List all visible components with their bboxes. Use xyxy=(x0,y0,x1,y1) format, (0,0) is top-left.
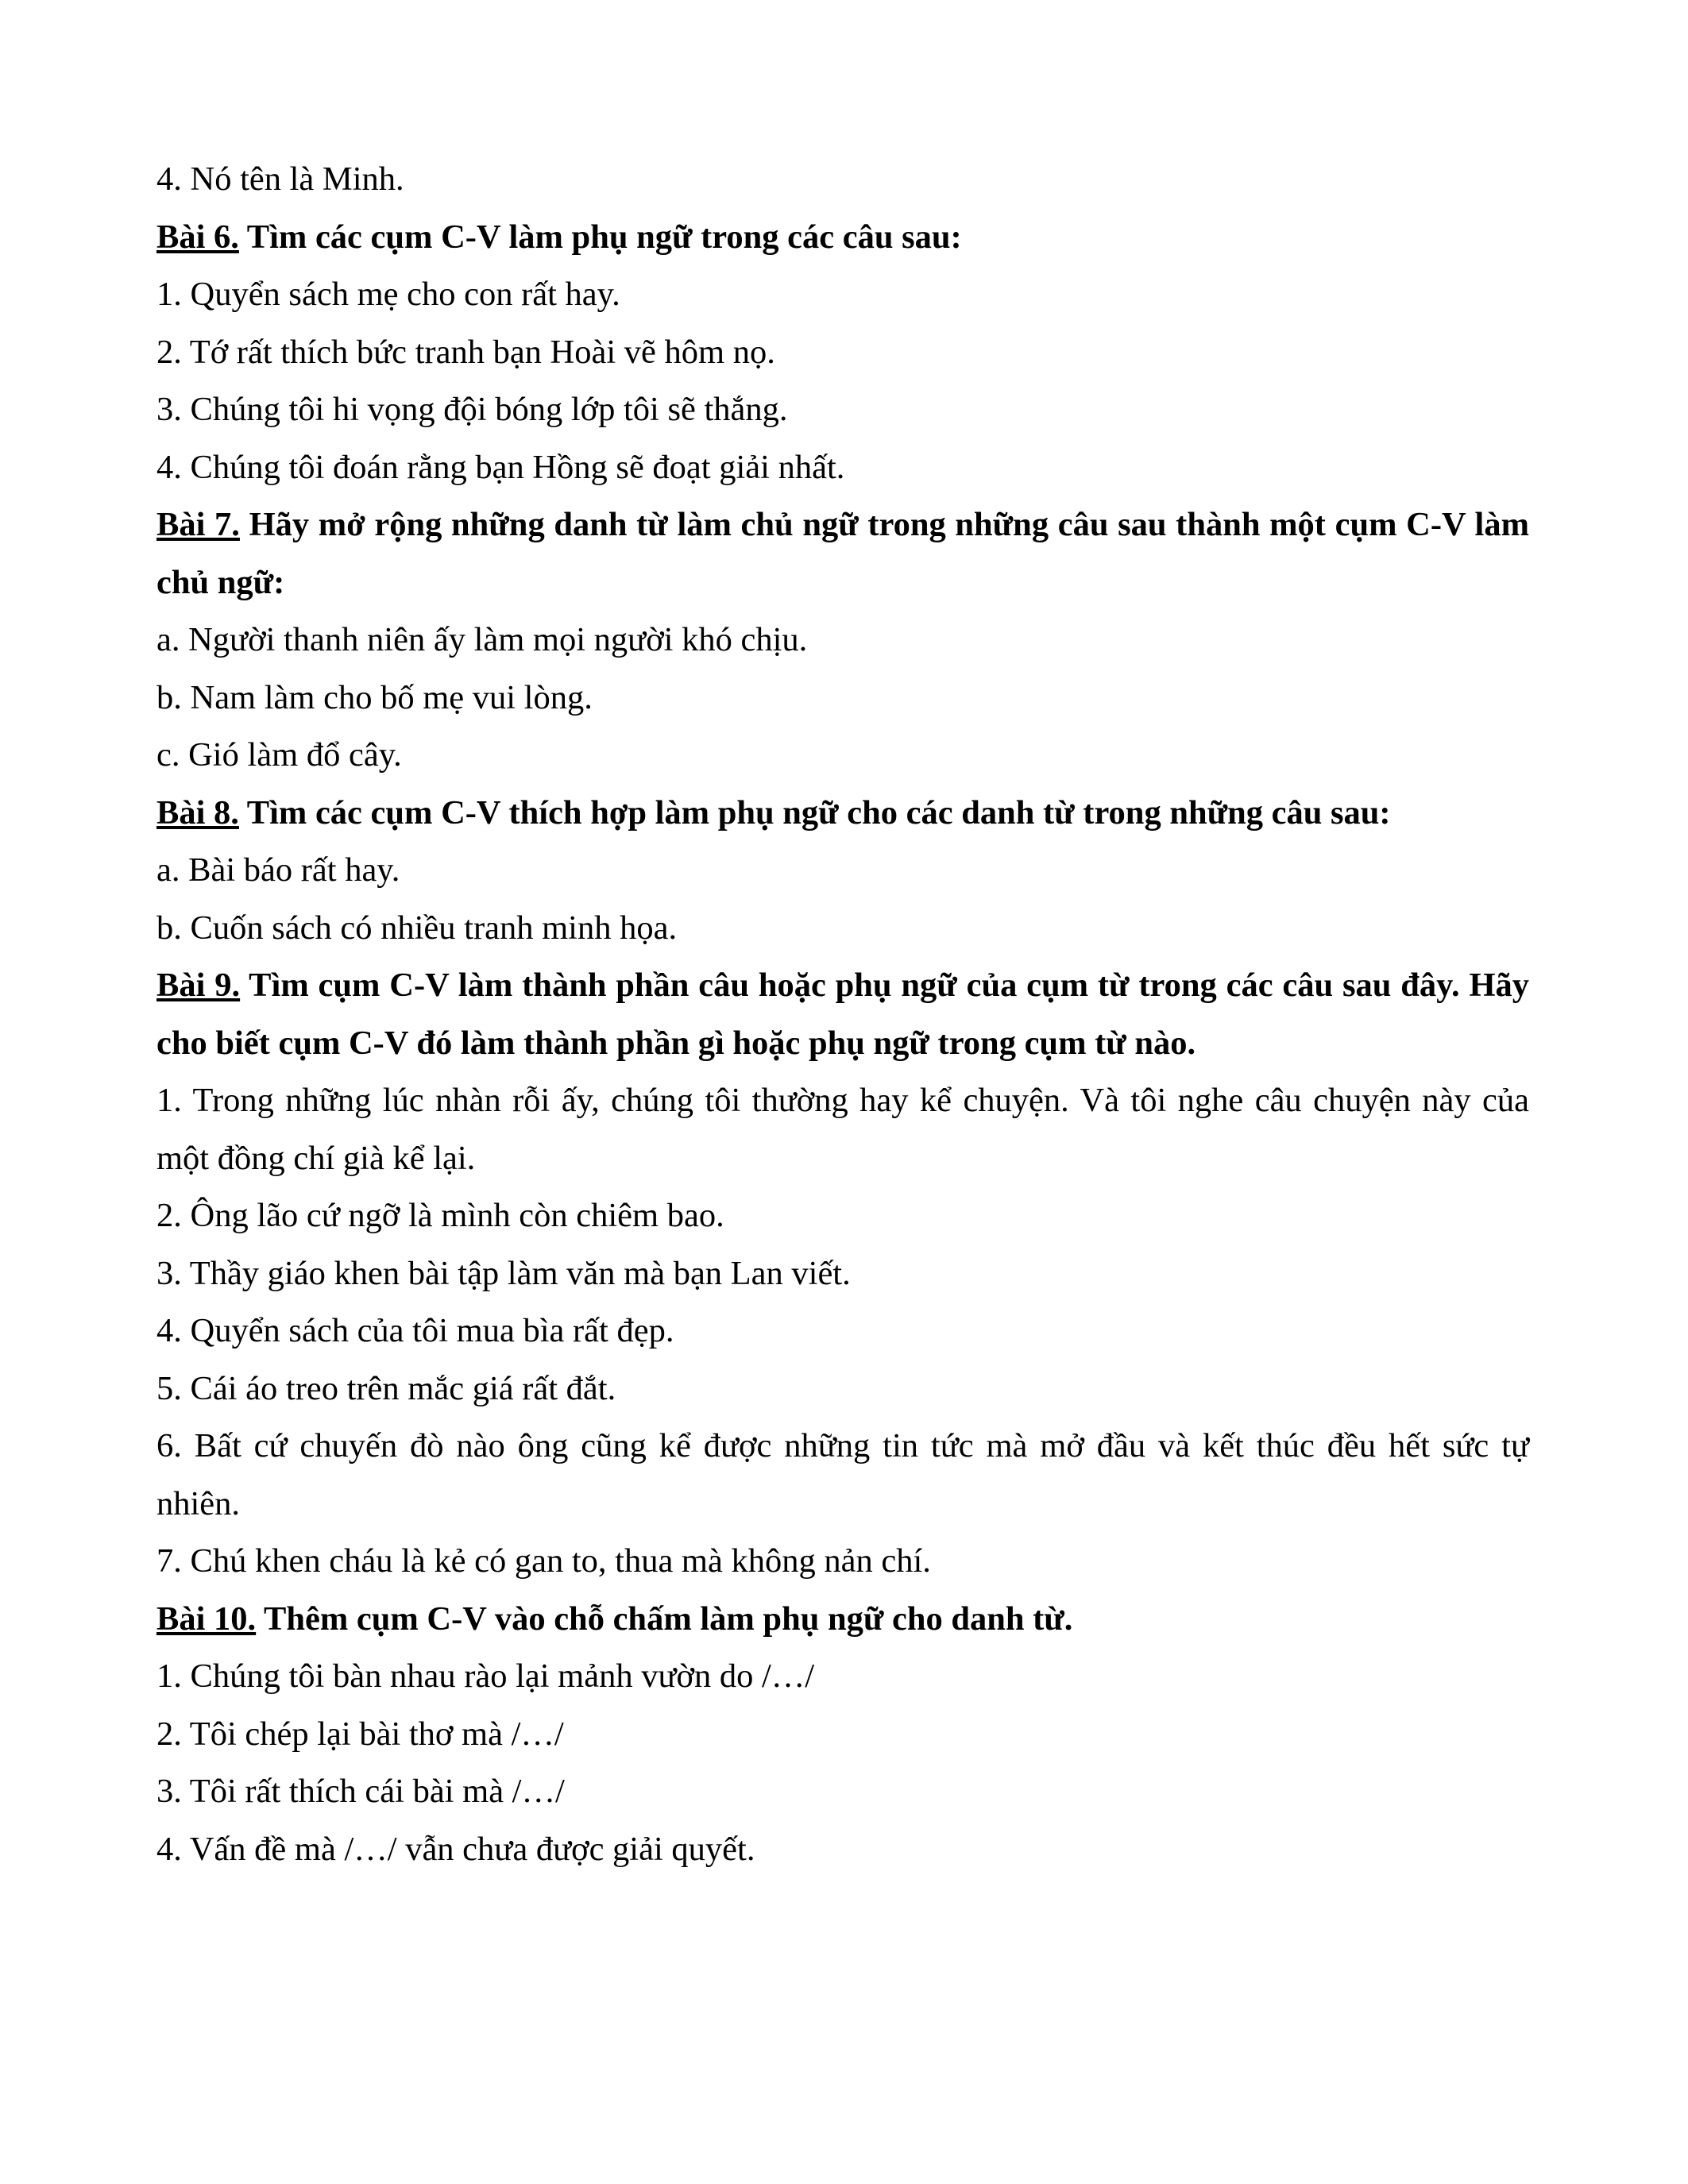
list-item: 1. Chúng tôi bàn nhau rào lại mảnh vườn do /…/ xyxy=(156,1657,815,1695)
list-item: 3. Thầy giáo khen bài tập làm văn mà bạn Lan viết. xyxy=(156,1254,851,1292)
exercise-title: Tìm các cụm C-V làm phụ ngữ trong các câu sau: xyxy=(246,218,962,256)
list-item: b. Cuốn sách có nhiều tranh minh họa. xyxy=(156,909,678,947)
exercise-10-heading xyxy=(156,1591,1529,1649)
exercise-label: Bài 8. xyxy=(156,793,239,832)
exercise-label: Bài 6. xyxy=(156,218,239,256)
exercise-title: Thêm cụm C-V vào chỗ chấm làm phụ ngữ cho danh từ. xyxy=(264,1599,1073,1638)
exercise-label: Bài 10. xyxy=(156,1599,257,1638)
document-page xyxy=(156,151,1529,1878)
list-item: 3. Tôi rất thích cái bài mà /…/ xyxy=(156,1773,565,1810)
list-item: b. Nam làm cho bố mẹ vui lòng. xyxy=(156,678,593,716)
list-item: 7. Chú khen cháu là kẻ có gan to, thua mà không nản chí. xyxy=(156,1542,931,1580)
list-item: 2. Ông lão cứ ngỡ là mình còn chiêm bao. xyxy=(156,1197,724,1234)
exercise-7-heading xyxy=(156,496,1529,612)
exercise-label: Bài 7. xyxy=(156,506,240,543)
list-item: 2. Tớ rất thích bức tranh bạn Hoài vẽ hôm nọ. xyxy=(156,333,775,371)
exercise-label: Bài 9. xyxy=(156,967,241,1004)
exercise-title: Tìm các cụm C-V thích hợp làm phụ ngữ cho các danh từ trong những câu sau: xyxy=(246,793,1391,832)
list-item: 4. Vấn đề mà /…/ vẫn chưa được giải quyết. xyxy=(156,1830,755,1868)
list-item: 4. Quyển sách của tôi mua bìa rất đẹp. xyxy=(156,1312,674,1349)
list-item: a. Người thanh niên ấy làm mọi người khó chịu. xyxy=(156,621,808,658)
exercise-9-heading xyxy=(156,957,1529,1072)
list-item: 6. Bất cứ chuyến đò nào ông cũng kể được những tin tức mà mở đầu và kết thúc đều hết sức tự nhiên. xyxy=(156,1427,1529,1522)
list-item: 3. Chúng tôi hi vọng đội bóng lớp tôi sẽ thắng. xyxy=(156,391,788,428)
exercise-title: Hãy mở rộng những danh từ làm chủ ngữ trong những câu sau thành một cụm C-V làm chủ ngữ: xyxy=(156,506,1530,601)
list-item: c. Gió làm đổ cây. xyxy=(156,736,402,774)
list-item: 5. Cái áo treo trên mắc giá rất đắt. xyxy=(156,1369,616,1407)
list-item: 1. Trong những lúc nhàn rỗi ấy, chúng tôi thường hay kể chuyện. Và tôi nghe câu chuyện này của một đồng chí già kể lại. xyxy=(156,1082,1529,1177)
exercise-6-heading xyxy=(156,209,1529,267)
prev-item: 4. Nó tên là Minh. xyxy=(156,160,404,198)
list-item: 4. Chúng tôi đoán rằng bạn Hồng sẽ đoạt giải nhất. xyxy=(156,448,845,486)
exercise-8-heading xyxy=(156,785,1529,843)
list-item: 2. Tôi chép lại bài thơ mà /…/ xyxy=(156,1715,564,1753)
list-item: 1. Quyển sách mẹ cho con rất hay. xyxy=(156,276,620,313)
list-item: a. Bài báo rất hay. xyxy=(156,851,400,889)
exercise-title: Tìm cụm C-V làm thành phần câu hoặc phụ ngữ của cụm từ trong các câu sau đây. Hãy cho biết cụm C-V đó làm thành phần gì hoặc phụ ngữ trong cụm từ nào. xyxy=(156,967,1529,1062)
